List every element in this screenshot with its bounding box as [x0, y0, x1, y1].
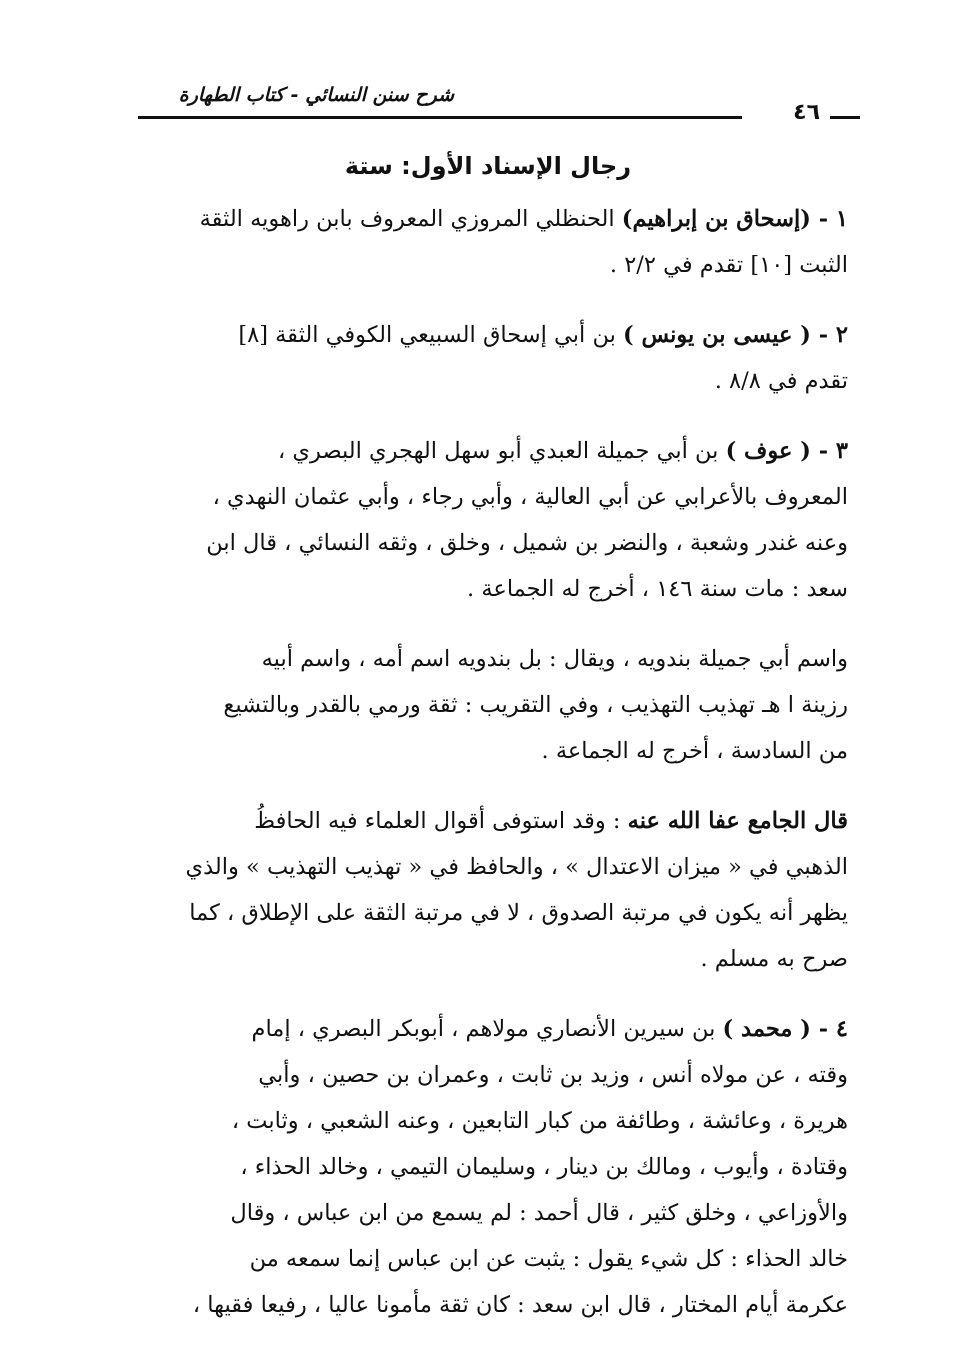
- line-text: خالد الحذاء : كل شيء يقول : يثبت عن ابن عباس إنما سمعه من: [249, 1246, 848, 1272]
- line-text: بن أبي جميلة العبدي أبو سهل الهجري البصري ،: [278, 438, 726, 464]
- text-line: [136, 1282, 848, 1328]
- text-line: [136, 1190, 848, 1236]
- line-text: وعنه غندر وشعبة ، والنضر بن شميل ، وخلق ، وثقه النسائي ، قال ابن: [206, 530, 848, 556]
- text-line: [136, 474, 848, 520]
- narrator-name: ٤ - ( محمد ): [722, 1016, 848, 1042]
- line-text: وقته ، عن مولاه أنس ، وزيد بن ثابت ، وعمران بن حصين ، وأبي: [258, 1062, 848, 1088]
- line-text: وقتادة ، وأيوب ، ومالك بن دينار ، وسليمان التيمي ، وخالد الحذاء ،: [240, 1154, 848, 1180]
- text-line: [136, 1006, 848, 1052]
- text-line: [136, 636, 848, 682]
- line-text: والأوزاعي ، وخلق كثير ، قال أحمد : لم يسمع من ابن عباس ، وقال: [230, 1200, 848, 1226]
- paragraph: [136, 1006, 848, 1328]
- line-text: المعروف بالأعرابي عن أبي العالية ، وأبي رجاء ، وأبي عثمان النهدي ،: [212, 484, 848, 510]
- narrator-name: قال الجامع عفا الله عنه: [627, 808, 848, 834]
- text-line: [136, 728, 848, 774]
- header-rule: [138, 116, 742, 119]
- line-text: عكرمة أيام المختار ، قال ابن سعد : كان ثقة مأمونا عاليا ، رفيعا فقيها ،: [192, 1292, 848, 1318]
- text-line: [136, 520, 848, 566]
- paragraph: [136, 312, 848, 404]
- book-title: شرح سنن النسائي - كتاب الطهارة: [178, 84, 454, 106]
- text-line: [136, 242, 848, 288]
- text-line: [136, 1098, 848, 1144]
- paragraph: [136, 428, 848, 612]
- line-text: من السادسة ، أخرج له الجماعة .: [541, 738, 848, 764]
- text-line: [136, 312, 848, 358]
- text-line: [136, 798, 848, 844]
- text-line: [136, 682, 848, 728]
- line-text: رزينة ا هـ تهذيب التهذيب ، وفي التقريب : ثقة ورمي بالقدر وبالتشيع: [223, 692, 848, 718]
- page-number-dash: [830, 116, 860, 119]
- text-line: [136, 844, 848, 890]
- narrator-name: ١ - (إسحاق بن إبراهيم): [621, 206, 848, 232]
- text-line: [136, 1144, 848, 1190]
- line-text: الثبت [١٠] تقدم في ٢/٢ .: [609, 252, 848, 278]
- text-line: [136, 1052, 848, 1098]
- narrator-name: ٢ - ( عيسى بن يونس ): [623, 322, 848, 348]
- text-line: [136, 428, 848, 474]
- line-text: يظهر أنه يكون في مرتبة الصدوق ، لا في مرتبة الثقة على الإطلاق ، كما: [189, 900, 848, 926]
- line-text: بن سيرين الأنصاري مولاهم ، أبوبكر البصري ، إمام: [251, 1016, 723, 1042]
- text-line: [136, 890, 848, 936]
- line-text: تقدم في ٨/٨ .: [714, 368, 848, 394]
- line-text: صرح به مسلم .: [700, 946, 848, 972]
- text-line: [136, 936, 848, 982]
- narrator-name: ٣ - ( عوف ): [725, 438, 848, 464]
- paragraph: [136, 798, 848, 982]
- line-text: الحنظلي المروزي المعروف بابن راهويه الثقة: [199, 206, 622, 232]
- page-number: ٤٦: [793, 100, 820, 125]
- line-text: : وقد استوفى أقوال العلماء فيه الحافظُ: [254, 808, 628, 834]
- text-line: [136, 1236, 848, 1282]
- line-text: سعد : مات سنة ١٤٦ ، أخرج له الجماعة .: [467, 576, 848, 602]
- line-text: الذهبي في « ميزان الاعتدال » ، والحافظ في « تهذيب التهذيب » والذي: [185, 854, 848, 880]
- paragraph: [136, 196, 848, 288]
- line-text: واسم أبي جميلة بندويه ، ويقال : بل بندويه اسم أمه ، واسم أبيه: [261, 646, 848, 672]
- text-line: [136, 358, 848, 404]
- body-text: [136, 196, 848, 1352]
- section-heading: رجال الإسناد الأول: ستة: [344, 152, 632, 180]
- running-header: [120, 84, 864, 125]
- line-text: بن أبي إسحاق السبيعي الكوفي الثقة [٨]: [238, 322, 623, 348]
- text-line: [136, 566, 848, 612]
- line-text: هريرة ، وعائشة ، وطائفة من كبار التابعين ، وعنه الشعبي ، وثابت ،: [231, 1108, 848, 1134]
- text-line: [136, 196, 848, 242]
- paragraph: [136, 636, 848, 774]
